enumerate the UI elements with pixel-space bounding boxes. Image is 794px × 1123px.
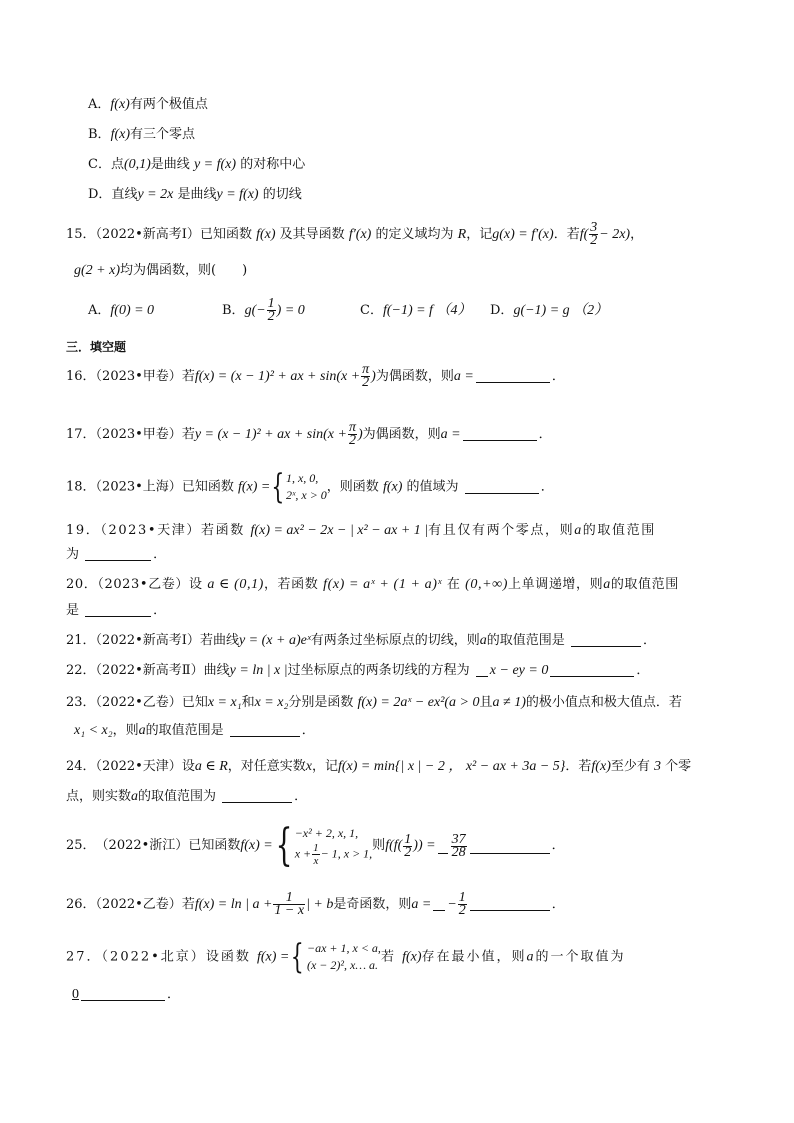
math-expr: f(x) (110, 127, 130, 142)
question-source: （2023•甲卷） (95, 369, 182, 384)
answer-blank[interactable] (550, 662, 634, 677)
math-expr: f(−1) = f （4） (382, 303, 472, 318)
fraction (273, 892, 305, 917)
math-expr: x (305, 759, 312, 774)
text: 有两条过坐标原点的切线，则 (310, 633, 480, 648)
answer-text: 0 (72, 987, 79, 1002)
math-expr: f(x) (402, 949, 422, 965)
text: 设 (181, 759, 195, 774)
math-expr: a ∈ (0,1) (207, 577, 264, 592)
math-expr: a (526, 949, 536, 965)
option-text: 有两个极值点 (129, 97, 208, 112)
question-number: 17． (66, 427, 96, 442)
answer-blank[interactable] (571, 632, 641, 647)
text: ， (630, 227, 644, 242)
math-expr: f(x) = (256, 949, 290, 965)
text: 在 (446, 577, 461, 592)
fraction-numerator: 1 (273, 892, 305, 905)
math-expr: f(x) = aˣ + (1 + a)ˣ (323, 577, 443, 592)
question-number: 25． (66, 838, 96, 853)
math-expr: | + b (306, 897, 334, 912)
fraction-numerator: 1 (313, 842, 319, 854)
option-b (88, 126, 195, 144)
question-number: 23． (66, 695, 96, 710)
question-15-line2 (74, 262, 247, 280)
case-line: −ax + 1, x < a, (306, 941, 381, 955)
math-expr: − 2x) (599, 227, 631, 242)
math-expr: g(x) = f′(x) (492, 227, 554, 242)
question-number: 22． (66, 663, 96, 678)
math-expr: f(x) = (237, 479, 271, 495)
text: ，若函数 (263, 577, 319, 592)
answer-blank[interactable] (85, 602, 151, 617)
text: 则 (372, 838, 386, 853)
fraction (267, 298, 276, 323)
question-source: （2023•天津） (100, 523, 201, 538)
text: 有且仅有两个零点，则 (428, 523, 575, 538)
question-17 (66, 422, 552, 447)
math-expr: y = (x − 1)² + ax + sin(x + (194, 427, 347, 442)
text: 若 (181, 427, 195, 442)
math-expr: a (574, 523, 583, 538)
question-26 (66, 892, 565, 917)
text: x + (294, 846, 312, 861)
math-expr: f′(x) (348, 227, 372, 242)
question-23 (66, 694, 682, 712)
math-expr: f(x) (110, 97, 130, 112)
question-15 (66, 222, 643, 247)
question-source: （2022•新高考Ⅰ） (95, 227, 200, 242)
math-expr: x = x₁ (207, 695, 242, 710)
question-source: （2023•甲卷） (95, 427, 182, 442)
question-number: 18． (66, 479, 96, 495)
text: ，则函数 (326, 479, 379, 495)
case-line: −x² + 2, x, 1, (294, 826, 359, 840)
text: 且 (479, 695, 493, 710)
math-expr: g(−1) = g （2） (513, 303, 609, 318)
text: 若 (181, 369, 195, 384)
question-number: 15． (66, 227, 96, 242)
answer-blank[interactable] (476, 368, 550, 383)
text: ． (153, 547, 167, 562)
question-source: （2022•乙卷） (95, 897, 182, 912)
question-source: （2022•乙卷） (95, 695, 182, 710)
math-expr: f(x) = min{| x | − 2 ， x² − ax + 3a − 5} (338, 759, 566, 774)
math-expr: f(x) (382, 479, 403, 495)
text: ，则 (112, 723, 139, 738)
question-20 (66, 576, 679, 594)
text: 存在最小值，则 (421, 949, 527, 965)
option-b (222, 298, 360, 323)
option-c (360, 302, 490, 320)
math-expr: a (479, 633, 487, 648)
math-expr: f(x) = 2aˣ − ex²(a > 0 (357, 695, 480, 710)
answer-blank[interactable] (470, 839, 550, 854)
question-number: 27． (66, 949, 102, 965)
option-label: C． (360, 303, 383, 318)
text: 过坐标原点的两条切线的方程为 (287, 663, 470, 678)
math-expr: a (138, 723, 146, 738)
option-d (88, 186, 302, 204)
math-expr: a = (440, 427, 461, 442)
answer-blank[interactable] (222, 788, 292, 803)
text: 若曲线 (199, 633, 239, 648)
text: 的一个取值为 (535, 949, 626, 965)
text: 若 (380, 949, 396, 965)
fraction-denominator: 2 (404, 844, 412, 860)
option-d (490, 302, 608, 320)
math-expr: ) (357, 427, 363, 442)
text: 是 (66, 603, 80, 618)
option-label: A． (88, 303, 111, 318)
option-text: 的切线 (262, 187, 302, 202)
option-c (88, 156, 305, 174)
text: ． (551, 369, 565, 384)
question-source: （2023•乙卷） (97, 577, 189, 592)
text: 上单调递增，则 (508, 577, 604, 592)
fraction-denominator: 2 (362, 375, 370, 390)
fraction-numerator: π (362, 362, 370, 377)
question-25 (66, 820, 565, 871)
math-expr: )) = (413, 838, 436, 853)
fraction-denominator: 2 (267, 309, 275, 324)
math-expr: f(f( (385, 838, 403, 853)
math-expr: f(x) = ax² − 2x − | x² − ax + 1 | (250, 523, 429, 538)
text: 的取值范围是 (486, 633, 565, 648)
brace-icon: { (291, 937, 306, 977)
piecewise-cases (286, 470, 327, 504)
text: ，记 (311, 759, 338, 774)
math-expr: x = x₂ (254, 695, 289, 710)
answer-text: x − ey = 0 (489, 663, 549, 678)
option-text: 是曲线 (150, 157, 190, 172)
piecewise-cases (307, 940, 381, 974)
case-line (295, 842, 372, 867)
text: 的取值范围为 (138, 789, 217, 804)
text: 及其导函数 (279, 227, 345, 242)
question-source: （2022•北京） (101, 949, 206, 965)
fraction-denominator: x (313, 855, 319, 867)
option-text: 点 (110, 157, 124, 172)
text: ．若 (553, 227, 580, 242)
brace-icon: { (275, 820, 293, 871)
fraction (312, 842, 320, 867)
text: 已知函数 (188, 838, 241, 853)
question-number: 24． (66, 759, 96, 774)
math-expr: (0,1) (123, 157, 151, 172)
text: 和 (241, 695, 255, 710)
answer-blank[interactable] (433, 896, 445, 911)
text: 为 (66, 547, 80, 562)
math-expr: f(0) = 0 (110, 303, 155, 318)
option-a (88, 302, 222, 320)
question-19-line2 (66, 546, 166, 564)
fraction-denominator: 2 (590, 233, 598, 248)
question-24 (66, 758, 691, 776)
text: ． (551, 838, 565, 853)
brace-icon: { (271, 467, 285, 507)
math-expr: f(x) (591, 759, 611, 774)
text: 分别是函数 (288, 695, 354, 710)
fraction-numerator: 1 (404, 831, 412, 847)
answer-blank[interactable] (465, 479, 539, 494)
text: ． (294, 789, 308, 804)
fraction (361, 364, 370, 389)
question-21 (66, 632, 656, 650)
text: ． (167, 987, 181, 1002)
math-expr: y = f(x) (216, 187, 259, 202)
section-heading: 三．填空题 (66, 340, 127, 354)
math-expr: (0,+∞) (465, 577, 509, 592)
math-expr: a = (453, 369, 474, 384)
piecewise-cases (295, 825, 372, 867)
option-label: C． (88, 157, 111, 172)
question-number: 26． (66, 897, 96, 912)
answer-fraction (458, 892, 467, 917)
math-expr: ) (371, 369, 376, 384)
text: ． (540, 479, 554, 495)
question-16 (66, 364, 565, 389)
option-text: 直线 (111, 187, 138, 202)
option-label: A． (88, 97, 111, 112)
option-label: B． (222, 303, 245, 318)
math-expr: x₁ < x₂ (74, 723, 113, 738)
case-line: (x − 2)², x… a. (306, 958, 378, 972)
question-15-options (88, 298, 608, 323)
math-expr: y = 2x (137, 187, 174, 202)
question-24-line2 (66, 788, 307, 806)
option-a (88, 96, 208, 114)
question-19 (66, 522, 656, 540)
answer-blank[interactable] (470, 896, 550, 911)
question-23-line2 (74, 722, 315, 740)
text: 设函数 (205, 949, 251, 965)
text: ，对任意实数 (227, 759, 306, 774)
math-expr: a (603, 577, 611, 592)
math-expr: y = (x + a)eˣ (238, 633, 311, 648)
option-text: 是曲线 (177, 187, 217, 202)
question-source: （2022•新高考Ⅱ） (95, 663, 204, 678)
text: ． (551, 897, 565, 912)
fraction (589, 222, 598, 247)
text: ． (538, 427, 552, 442)
option-label: B． (88, 127, 111, 142)
text: 个零 (665, 759, 692, 774)
question-27-line2 (72, 986, 180, 1004)
option-label: D． (490, 303, 514, 318)
answer-blank[interactable] (81, 986, 165, 1001)
fraction-denominator: 1 − x (274, 903, 305, 918)
fraction-numerator: 37 (451, 831, 466, 847)
text: 已知函数 (181, 479, 234, 495)
math-expr: a ∈ R (194, 759, 228, 774)
text: ． (301, 723, 315, 738)
option-label: D． (88, 187, 112, 202)
fraction-numerator: 3 (590, 220, 598, 235)
question-20-line2 (66, 602, 166, 620)
question-source: （2022•天津） (95, 759, 182, 774)
fraction-denominator: 28 (451, 844, 466, 860)
text: 若 (181, 897, 195, 912)
math-expr: f(x) = (x − 1)² + ax + sin(x + (194, 369, 361, 384)
question-22 (66, 662, 649, 680)
fraction-numerator: π (348, 420, 356, 435)
text: 若函数 (201, 523, 245, 538)
fraction-denominator: 2 (348, 433, 356, 448)
text: ． (153, 603, 167, 618)
math-expr: f(x) (256, 227, 276, 242)
text: ，记 (466, 227, 493, 242)
math-expr: y = ln | x | (229, 663, 288, 678)
text: 的取值范围 (582, 523, 656, 538)
text: 的取值范围是 (145, 723, 224, 738)
text: 曲线 (203, 663, 230, 678)
math-expr: f(x) = ln | a + (194, 897, 273, 912)
text: 点，则实数 (66, 789, 132, 804)
text: 的极小值点和极大值点．若 (525, 695, 682, 710)
text: 为偶函数，则 (362, 427, 441, 442)
question-number: 21． (66, 633, 96, 648)
math-expr: a ≠ 1) (492, 695, 526, 710)
answer-blank[interactable] (438, 839, 448, 854)
text: 是奇函数，则 (333, 897, 412, 912)
fraction (348, 422, 357, 447)
math-expr: g(2 + x) (74, 263, 120, 278)
answer-blank[interactable] (463, 426, 537, 441)
question-number: 19． (66, 523, 101, 538)
fraction (403, 831, 412, 860)
text: 为偶函数，则 (375, 369, 454, 384)
text: 均为偶函数，则( ) (120, 263, 248, 278)
math-expr: R (457, 227, 467, 242)
option-text: 有三个零点 (130, 127, 196, 142)
option-text: 的对称中心 (240, 157, 306, 172)
text: ． (642, 633, 656, 648)
text: 至少有 (610, 759, 650, 774)
text: − 1, x > 1, (320, 846, 373, 861)
fraction-numerator: 1 (267, 296, 275, 311)
text: 的取值范围 (610, 577, 679, 592)
answer-text: − (447, 897, 457, 912)
question-source: （2022•浙江） (95, 838, 189, 853)
text: 的值域为 (406, 479, 459, 495)
case-line: 1, x, 0, (285, 471, 319, 485)
text: ． (636, 663, 650, 678)
fraction-denominator: 2 (458, 903, 466, 918)
question-number: 16． (66, 369, 96, 384)
text: 已知 (181, 695, 208, 710)
answer-blank[interactable] (230, 722, 300, 737)
text: ．若 (565, 759, 592, 774)
math-expr: 3 (654, 759, 662, 774)
math-expr: ) = 0 (276, 303, 305, 318)
question-number: 20． (66, 577, 98, 592)
math-expr: g(− (244, 303, 266, 318)
answer-fraction (451, 831, 467, 860)
answer-blank[interactable] (85, 546, 151, 561)
math-expr: f(x) = (240, 838, 273, 853)
case-line: 2ˣ, x > 0 (285, 488, 327, 502)
fraction-numerator: 1 (458, 890, 466, 905)
question-18 (66, 467, 554, 507)
question-source: （2023•上海） (95, 479, 182, 495)
text: 已知函数 (199, 227, 252, 242)
math-expr: a (131, 789, 139, 804)
question-source: （2022•新高考Ⅰ） (95, 633, 200, 648)
answer-blank[interactable] (476, 662, 488, 677)
text: 设 (189, 577, 203, 592)
text: 的定义域均为 (375, 227, 454, 242)
math-expr: y = f(x) (193, 157, 237, 172)
question-27 (66, 937, 626, 977)
math-expr: a = (411, 897, 432, 912)
math-expr: f( (579, 227, 589, 242)
